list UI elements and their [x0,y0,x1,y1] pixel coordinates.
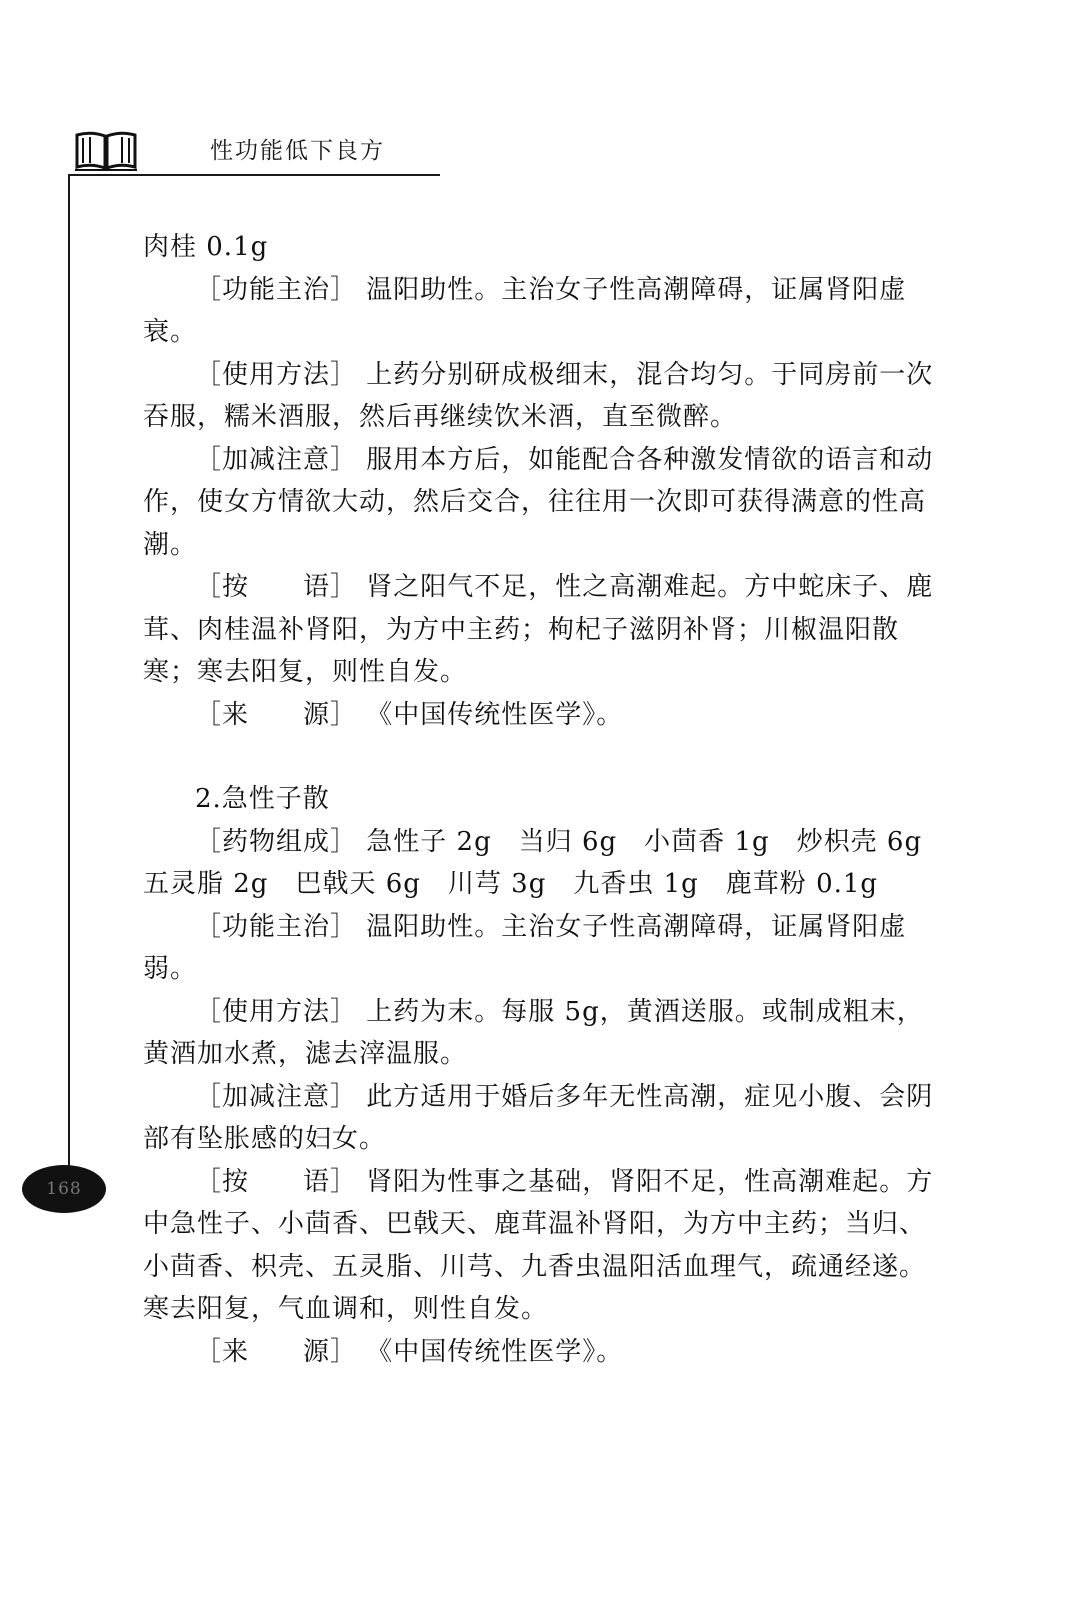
open-book-icon [74,130,138,172]
notes-text: 此方适用于婚后多年无性高潮，症见小腹、会阴部有坠胀感的妇女。 [143,1081,934,1154]
notes-tag: ［加减注意］ [195,1081,358,1112]
function-text: 温阳助性。主治女子性高潮障碍，证属肾阳虚衰。 [143,274,907,347]
function-text: 温阳助性。主治女子性高潮障碍，证属肾阳虚弱。 [143,911,907,984]
ingredients-line-2: 五灵脂 2g 巴戟天 6g 川芎 3g 九香虫 1g 鹿茸粉 0.1g [143,869,879,899]
comment-paragraph-2 [143,1161,943,1331]
notes-paragraph-2 [143,1076,943,1161]
source-tag: ［来 源］ [195,1336,358,1367]
notes-paragraph-1 [143,439,943,567]
source-text: 《中国传统性医学》。 [366,699,624,730]
section-gap [143,736,943,778]
usage-tag: ［使用方法］ [195,996,358,1027]
function-tag: ［功能主治］ [195,274,358,305]
comment-tag: ［按 语］ [195,572,358,602]
usage-paragraph-2 [143,991,943,1076]
source-paragraph-1 [143,694,943,737]
source-tag: ［来 源］ [195,699,358,730]
page-body [143,226,943,1373]
ingredients-line-1: 急性子 2g 当归 6g 小茴香 1g 炒枳壳 6g [366,826,923,857]
comment-text: 肾之阳气不足，性之高潮难起。方中蛇床子、鹿茸、肉桂温补肾阳，为方中主药；枸杞子滋阴补肾；川椒温阳散寒；寒去阳复，则性自发。 [143,572,934,687]
page-number-badge: 168 [22,1165,106,1213]
usage-paragraph-1 [143,354,943,439]
function-paragraph-2 [143,906,943,991]
ingredients-tag: ［药物组成］ [195,826,358,857]
notes-text: 服用本方后，如能配合各种激发情欲的语言和动作，使女方情欲大动，然后交合，往往用一次即可获得满意的性高潮。 [143,444,934,560]
ingredients-paragraph-2 [143,821,943,864]
notes-tag: ［加减注意］ [195,444,358,475]
margin-rule [68,174,70,1174]
function-paragraph-1 [143,269,943,354]
continued-ingredient-line: 肉桂 0.1g [143,232,269,262]
header-rule [68,174,440,176]
comment-text: 肾阳为性事之基础，肾阳不足，性高潮难起。方中急性子、小茴香、巴戟天、鹿茸温补肾阳，为方中主药；当归、小茴香、枳壳、五灵脂、川芎、九香虫温阳活血理气，疏通经遂。寒去阳复，气血调和，则性自发。 [143,1166,934,1324]
usage-tag: ［使用方法］ [195,359,358,390]
running-header-title: 性功能低下良方 [210,138,385,164]
source-text: 《中国传统性医学》。 [366,1336,624,1367]
source-paragraph-2 [143,1331,943,1374]
usage-text: 上药分别研成极细末，混合均匀。于同房前一次吞服，糯米酒服，然后再继续饮米酒，直至微醉。 [143,359,934,432]
comment-paragraph-1 [143,566,943,694]
function-tag: ［功能主治］ [195,911,358,942]
usage-text: 上药为末。每服 5g，黄酒送服。或制成粗末，黄酒加水煮，滤去滓温服。 [143,996,924,1069]
comment-tag: ［按 语］ [195,1166,358,1197]
recipe-title: 2.急性子散 [195,784,330,814]
